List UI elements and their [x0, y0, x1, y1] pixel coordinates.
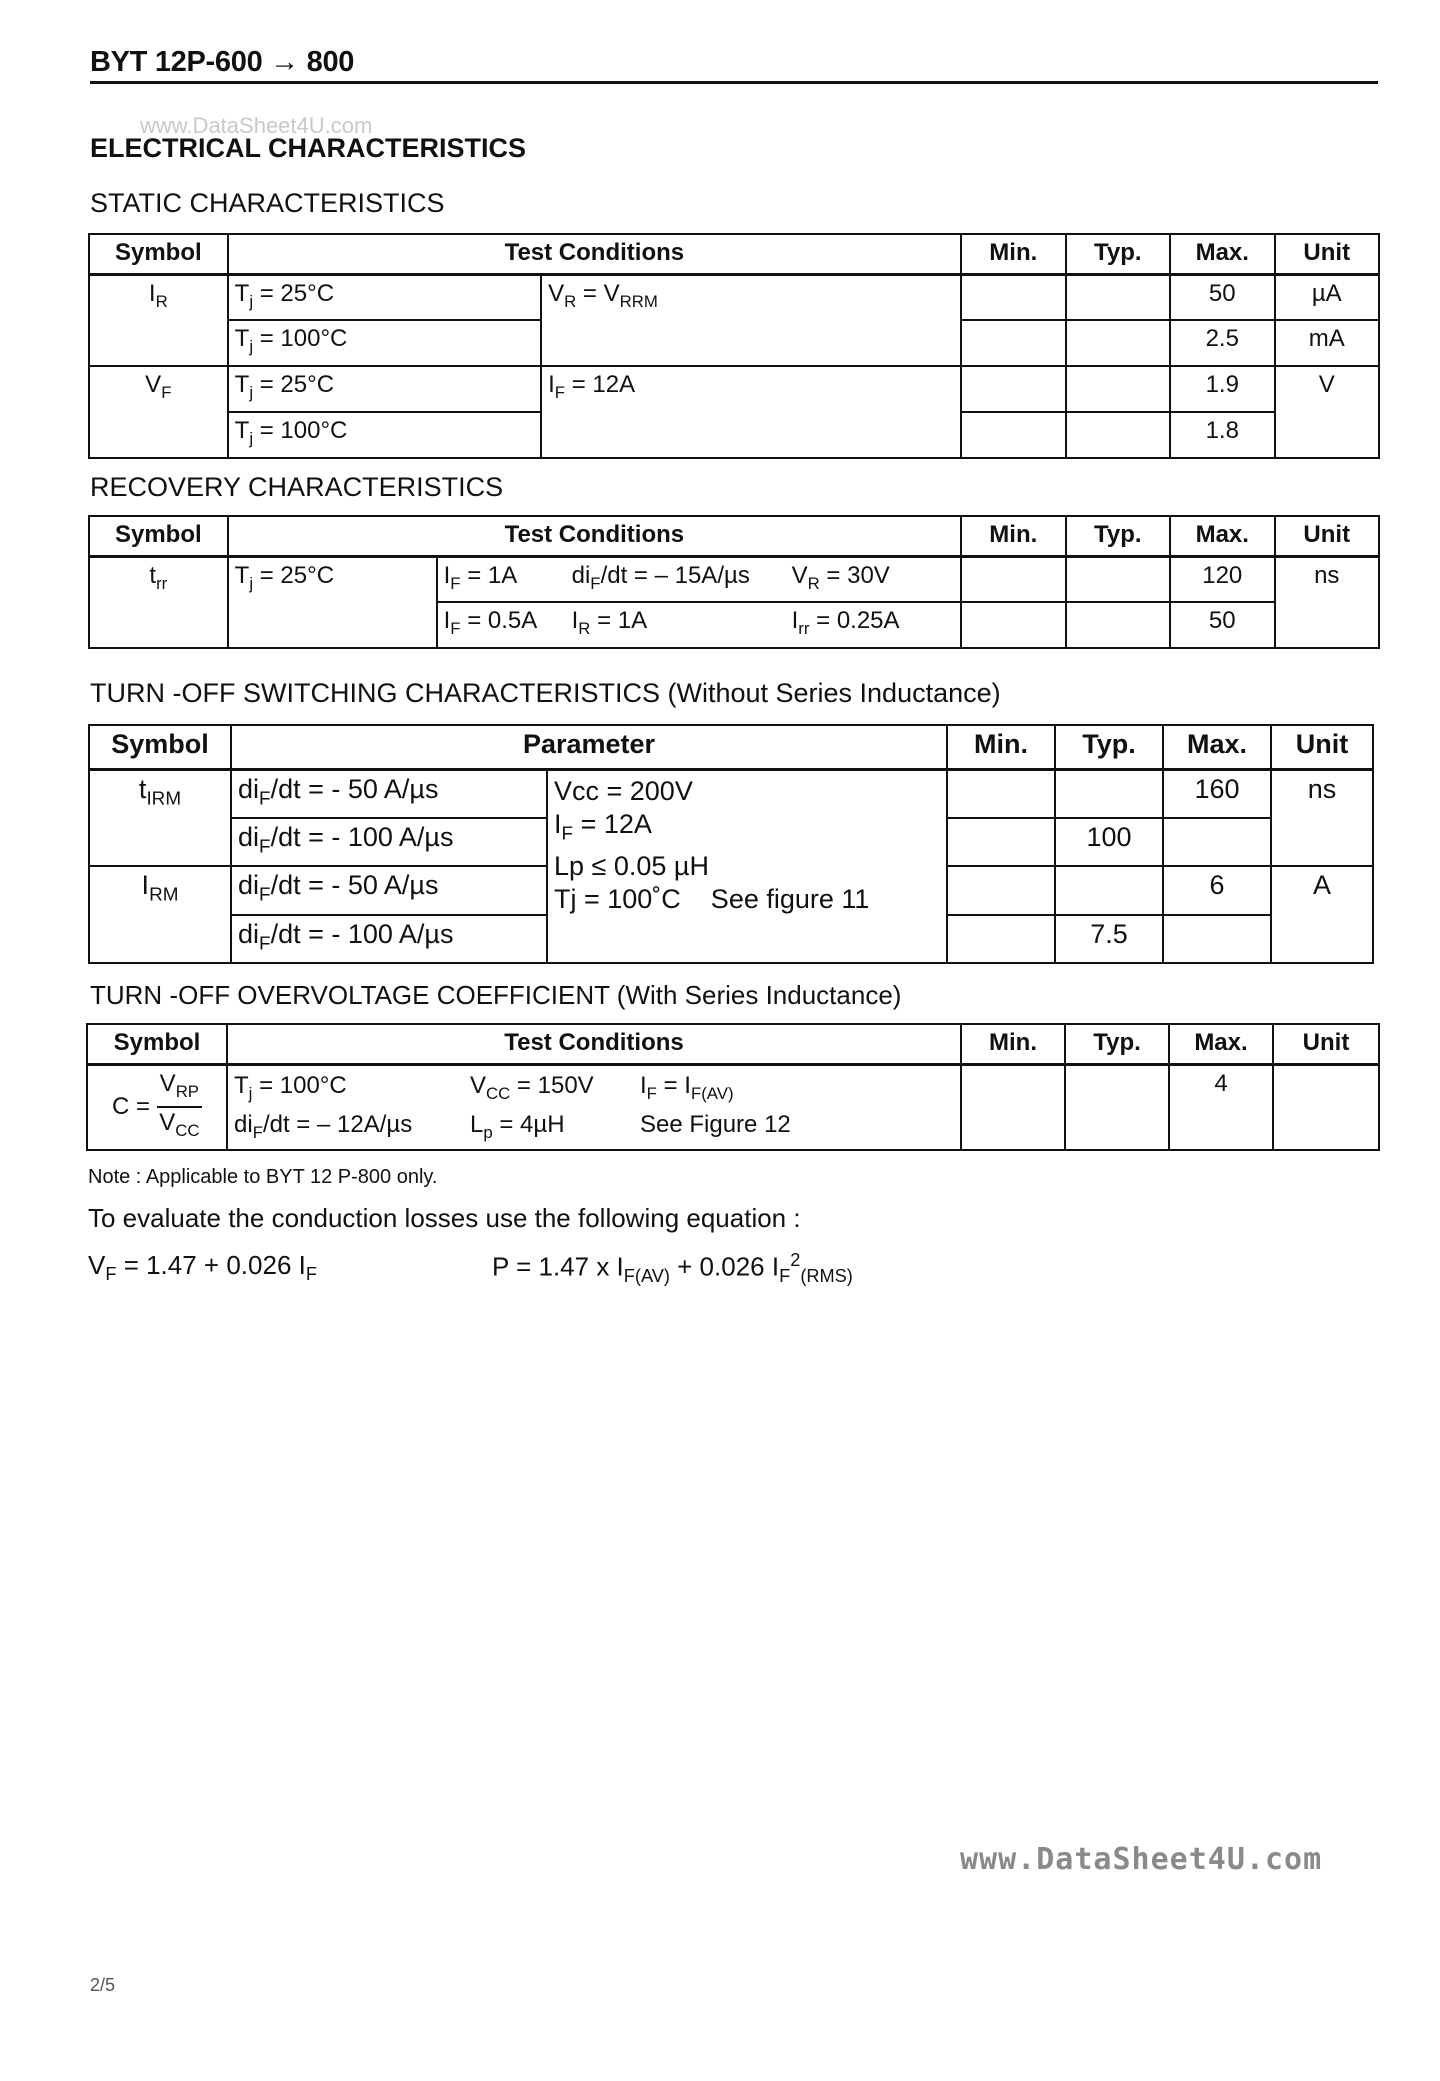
- param-dif-dt: $di_F/dt$ = - 100 A/µs: [231, 818, 547, 866]
- note: Note : Applicable to BYT 12 P-800 only.: [88, 1166, 438, 1188]
- cond-tj: $T_j = 100^\circ C$: [228, 320, 541, 366]
- cond-tj: Tj = 100˚C See figure 11: [554, 883, 870, 914]
- hdr-max: Max.: [1169, 1024, 1273, 1064]
- cell-unit: ns: [1271, 769, 1373, 866]
- cell-typ: [1066, 274, 1170, 320]
- cond-row-2: $I_F = 0.5A$ $I_R = 1A$ $I_{rr} = 0.25A$: [437, 602, 961, 648]
- page-number: 2/5: [90, 1975, 116, 1995]
- param-dif-dt: $di_F/dt$ = - 50 A/µs: [231, 866, 547, 914]
- sym-irm: $I_{RM}$: [89, 866, 231, 963]
- hdr-max: Max.: [1170, 516, 1274, 556]
- cell-min: [961, 366, 1065, 412]
- cell-min: [961, 1064, 1065, 1150]
- cell-typ: 100: [1055, 818, 1163, 866]
- hdr-min: Min.: [947, 725, 1055, 769]
- cell-unit: ns: [1275, 556, 1380, 648]
- cell-typ: [1066, 556, 1170, 602]
- cell-min: [947, 866, 1055, 914]
- cell-min: [947, 915, 1055, 963]
- cell-max: 2.5: [1170, 320, 1274, 366]
- hdr-parameter: Parameter: [231, 725, 947, 769]
- switch-conditions: [547, 769, 947, 963]
- recovery-title: RECOVERY CHARACTERISTICS: [90, 472, 504, 502]
- cell-unit: µA: [1275, 274, 1380, 320]
- section-title-electrical: ELECTRICAL CHARACTERISTICS: [90, 133, 527, 163]
- hdr-max: Max.: [1163, 725, 1271, 769]
- fraction: $\frac{V_{RP}}{V_{CC}}$: [157, 1069, 202, 1147]
- cell-min: [961, 320, 1065, 366]
- cell-max: 1.8: [1170, 412, 1274, 458]
- cell-max: 120: [1170, 556, 1274, 602]
- cond-lp: Lp ≤ 0.05 µH: [554, 850, 709, 881]
- hdr-min: Min.: [961, 516, 1065, 556]
- equation-intro: To evaluate the conduction losses use the following equation :: [88, 1203, 801, 1233]
- sym-c: C = $\frac{V_{RP}}{V_{CC}}$: [87, 1064, 227, 1150]
- equation-vf: $V_F = 1.47 + 0.026$ $I_F$: [88, 1250, 317, 1285]
- cell-min: [947, 769, 1055, 818]
- cond-tj: $T_j = 25^\circ C$: [228, 274, 541, 320]
- cond-vr: $V_R = V_{RRM}$: [541, 274, 961, 366]
- equation-p: P = 1.47 x $I_{F(AV)} + 0.026$ $I_F^2_{(RMS)}$: [492, 1250, 853, 1286]
- hdr-conditions: Test Conditions: [227, 1024, 961, 1064]
- cond-vcc: Vcc = 200V: [554, 775, 693, 806]
- cond-tj: $T_j = 25^\circ C$: [228, 366, 541, 412]
- hdr-min: Min.: [961, 234, 1065, 274]
- sym-ir: $I_R$: [89, 274, 228, 366]
- hdr-typ: Typ.: [1066, 234, 1170, 274]
- sym-tirm: $t_{IRM}$: [89, 769, 231, 866]
- hdr-unit: Unit: [1271, 725, 1373, 769]
- turnoff-switch-title: TURN -OFF SWITCHING CHARACTERISTICS (Without Series Inductance): [90, 678, 1001, 708]
- recovery-table: [88, 515, 1380, 649]
- param-dif-dt: $di_F/dt$ = - 100 A/µs: [231, 915, 547, 963]
- cond-tj: $T_j = 100^\circ C$: [228, 412, 541, 458]
- header-rule: [90, 81, 1378, 84]
- cell-typ: [1066, 412, 1170, 458]
- cell-typ: [1055, 866, 1163, 914]
- watermark-top: www.DataSheet4U.com: [140, 113, 373, 138]
- cell-min: [961, 556, 1065, 602]
- cell-max: 160: [1163, 769, 1271, 818]
- param-dif-dt: $di_F/dt$ = - 50 A/µs: [231, 769, 547, 818]
- watermark-bottom: www.DataSheet4U.com: [960, 1842, 1323, 1877]
- hdr-max: Max.: [1170, 234, 1274, 274]
- cell-min: [961, 412, 1065, 458]
- cell-typ: [1066, 320, 1170, 366]
- cell-unit: V: [1275, 366, 1380, 458]
- cell-unit: mA: [1275, 320, 1380, 366]
- cond-tj: $T_j = 25^\circ C$: [228, 556, 437, 648]
- page-header-title: BYT 12P-600 → 800: [90, 46, 355, 78]
- cell-max: 6: [1163, 866, 1271, 914]
- sym-trr: $t_{rr}$: [89, 556, 228, 648]
- hdr-symbol: Symbol: [89, 725, 231, 769]
- cell-typ: [1065, 1064, 1169, 1150]
- hdr-symbol: Symbol: [87, 1024, 227, 1064]
- cell-max: 50: [1170, 602, 1274, 648]
- overvoltage-conditions: $T_j = 100^\circ C$ $V_{CC} = 150V$ $I_F = I_{F(AV)}$ $di_F/dt$ = – 12A/µs $L_p = 4\mu H$ See Figure 12: [227, 1064, 961, 1150]
- cell-unit: A: [1271, 866, 1373, 963]
- cell-typ: [1066, 602, 1170, 648]
- cell-max: 4: [1169, 1064, 1273, 1150]
- cell-max: [1163, 915, 1271, 963]
- overvoltage-table: [86, 1023, 1380, 1151]
- cell-min: [961, 274, 1065, 320]
- static-table: [88, 233, 1380, 459]
- hdr-typ: Typ.: [1066, 516, 1170, 556]
- hdr-unit: Unit: [1273, 1024, 1379, 1064]
- cell-min: [947, 818, 1055, 866]
- cell-unit: [1273, 1064, 1379, 1150]
- hdr-unit: Unit: [1275, 516, 1380, 556]
- overvoltage-title: TURN -OFF OVERVOLTAGE COEFFICIENT (With Series Inductance): [90, 980, 902, 1010]
- cell-typ: [1066, 366, 1170, 412]
- cell-max: 50: [1170, 274, 1274, 320]
- hdr-symbol: Symbol: [89, 516, 228, 556]
- cell-typ: 7.5: [1055, 915, 1163, 963]
- hdr-min: Min.: [961, 1024, 1065, 1064]
- cond-if: $I_F = 12A$: [541, 366, 961, 458]
- hdr-typ: Typ.: [1065, 1024, 1169, 1064]
- cell-typ: [1055, 769, 1163, 818]
- hdr-symbol: Symbol: [89, 234, 228, 274]
- static-title: STATIC CHARACTERISTICS: [90, 188, 445, 218]
- cond-row-1: $I_F = 1A$ $di_F/dt$ = – 15A/µs $V_R = 30V$: [437, 556, 961, 602]
- hdr-typ: Typ.: [1055, 725, 1163, 769]
- cell-max: [1163, 818, 1271, 866]
- hdr-unit: Unit: [1275, 234, 1380, 274]
- cell-min: [961, 602, 1065, 648]
- cell-max: 1.9: [1170, 366, 1274, 412]
- sym-vf: $V_F$: [89, 366, 228, 458]
- cond-if: $I_F = 12A$: [554, 808, 652, 844]
- turnoff-switch-table: [88, 724, 1374, 964]
- hdr-conditions: Test Conditions: [228, 516, 961, 556]
- hdr-conditions: Test Conditions: [228, 234, 961, 274]
